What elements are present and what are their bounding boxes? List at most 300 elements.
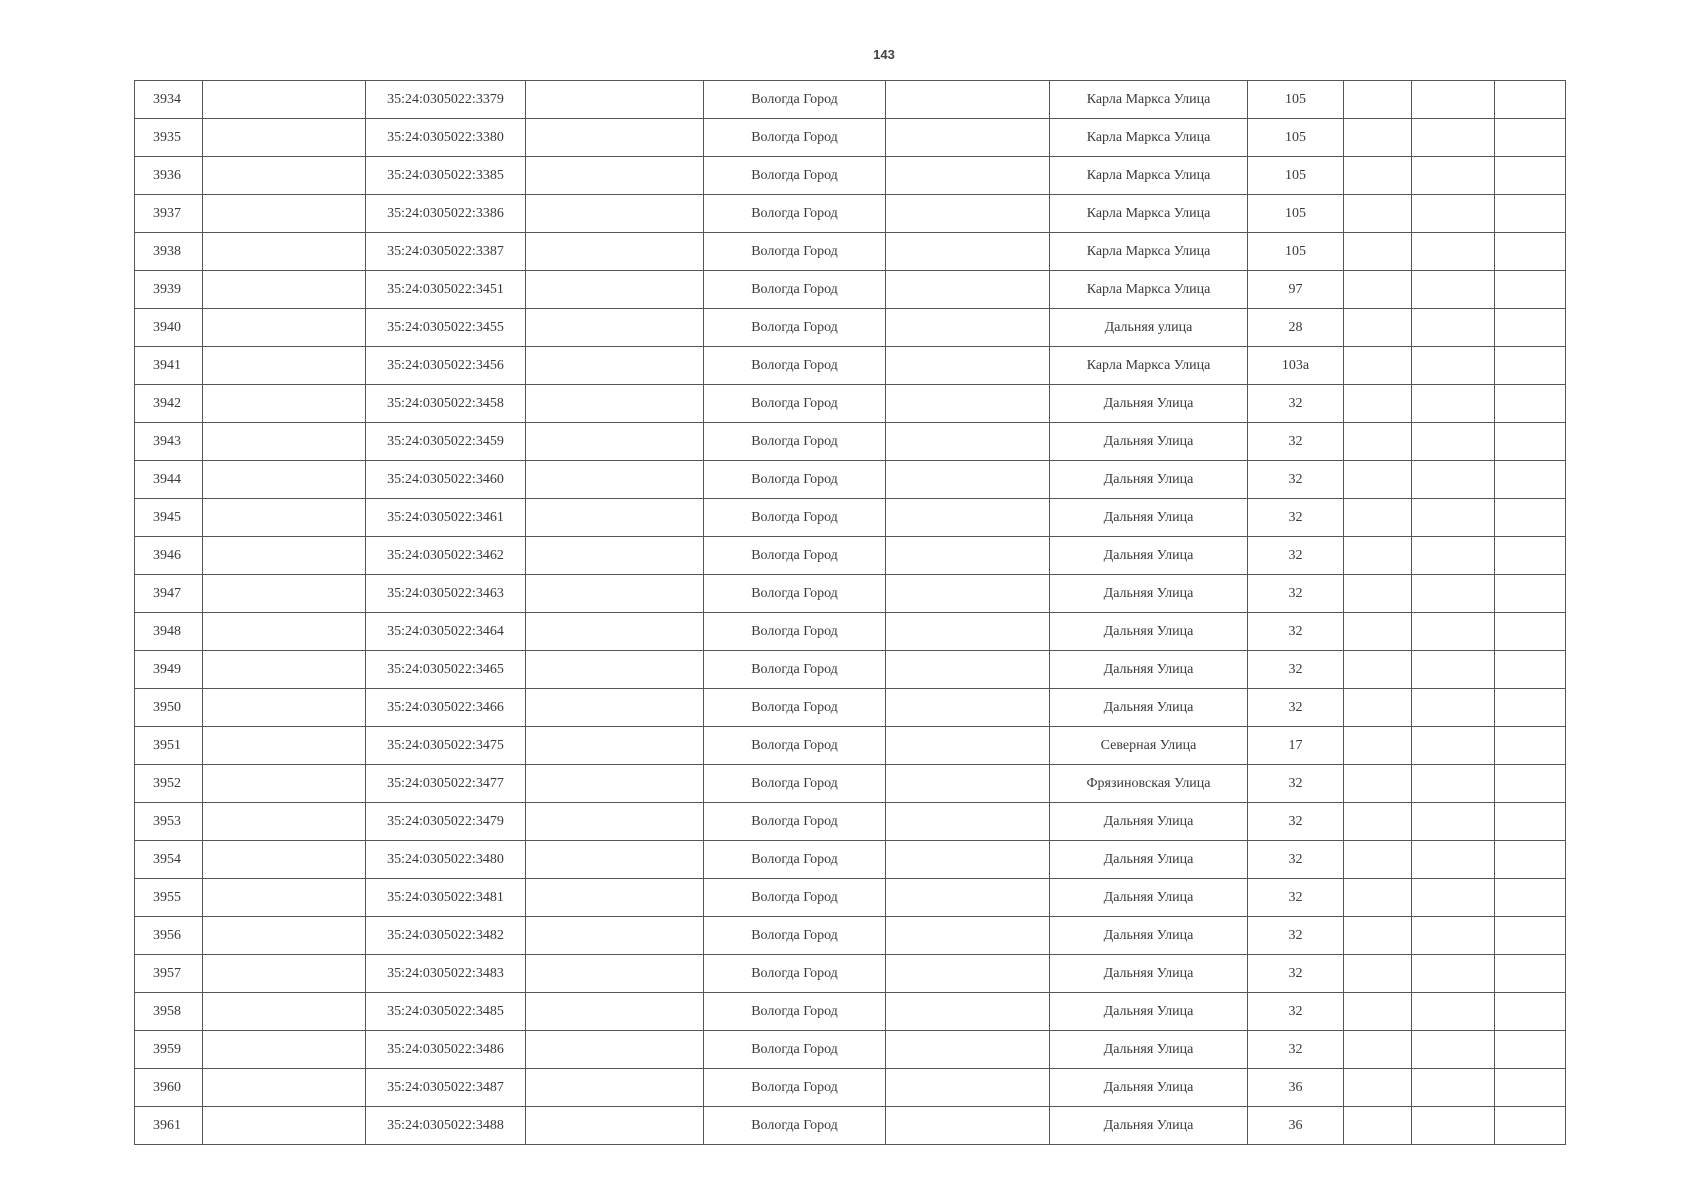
house-number-cell: 28 (1248, 309, 1344, 347)
empty-cell (1344, 993, 1412, 1031)
row-number-cell: 3939 (135, 271, 203, 309)
empty-cell (1495, 727, 1566, 765)
street-cell: Дальняя Улица (1050, 689, 1248, 727)
street-cell: Карла Маркса Улица (1050, 271, 1248, 309)
empty-cell (1495, 575, 1566, 613)
empty-cell (886, 309, 1050, 347)
row-number-cell: 3949 (135, 651, 203, 689)
empty-cell (1344, 309, 1412, 347)
street-cell: Карла Маркса Улица (1050, 233, 1248, 271)
empty-cell (1412, 841, 1495, 879)
empty-cell (1344, 499, 1412, 537)
city-cell: Вологда Город (704, 195, 886, 233)
table-row (135, 309, 1566, 347)
empty-cell (886, 385, 1050, 423)
empty-cell (526, 879, 704, 917)
table-row (135, 993, 1566, 1031)
row-number-cell: 3947 (135, 575, 203, 613)
empty-cell (526, 993, 704, 1031)
cadastral-number-cell: 35:24:0305022:3482 (366, 917, 526, 955)
street-cell: Карла Маркса Улица (1050, 119, 1248, 157)
empty-cell (1412, 803, 1495, 841)
empty-cell (1412, 233, 1495, 271)
empty-cell (1344, 537, 1412, 575)
empty-cell (1412, 575, 1495, 613)
empty-cell (1412, 81, 1495, 119)
city-cell: Вологда Город (704, 1031, 886, 1069)
city-cell: Вологда Город (704, 955, 886, 993)
house-number-cell: 105 (1248, 195, 1344, 233)
empty-cell (1495, 879, 1566, 917)
street-cell: Дальняя Улица (1050, 537, 1248, 575)
cadastral-number-cell: 35:24:0305022:3451 (366, 271, 526, 309)
empty-cell (1344, 461, 1412, 499)
table-row (135, 423, 1566, 461)
empty-cell (886, 119, 1050, 157)
empty-cell (1495, 271, 1566, 309)
empty-cell (1495, 803, 1566, 841)
empty-cell (886, 727, 1050, 765)
empty-cell (1495, 347, 1566, 385)
empty-cell (1495, 1107, 1566, 1145)
empty-cell (1495, 81, 1566, 119)
table-row (135, 271, 1566, 309)
city-cell: Вологда Город (704, 689, 886, 727)
city-cell: Вологда Город (704, 537, 886, 575)
house-number-cell: 105 (1248, 81, 1344, 119)
cadastral-number-cell: 35:24:0305022:3488 (366, 1107, 526, 1145)
empty-cell (526, 841, 704, 879)
empty-cell (526, 575, 704, 613)
empty-cell (1412, 461, 1495, 499)
empty-cell (203, 423, 366, 461)
empty-cell (203, 271, 366, 309)
row-number-cell: 3961 (135, 1107, 203, 1145)
house-number-cell: 105 (1248, 233, 1344, 271)
empty-cell (1412, 917, 1495, 955)
row-number-cell: 3937 (135, 195, 203, 233)
row-number-cell: 3953 (135, 803, 203, 841)
house-number-cell: 97 (1248, 271, 1344, 309)
table-row (135, 1031, 1566, 1069)
city-cell: Вологда Город (704, 499, 886, 537)
street-cell: Дальняя Улица (1050, 841, 1248, 879)
empty-cell (1495, 157, 1566, 195)
empty-cell (526, 271, 704, 309)
empty-cell (203, 917, 366, 955)
row-number-cell: 3944 (135, 461, 203, 499)
empty-cell (526, 233, 704, 271)
street-cell: Дальняя Улица (1050, 385, 1248, 423)
city-cell: Вологда Город (704, 917, 886, 955)
city-cell: Вологда Город (704, 993, 886, 1031)
empty-cell (203, 347, 366, 385)
house-number-cell: 105 (1248, 157, 1344, 195)
empty-cell (1344, 1069, 1412, 1107)
house-number-cell: 32 (1248, 575, 1344, 613)
city-cell: Вологда Город (704, 1069, 886, 1107)
empty-cell (1344, 841, 1412, 879)
row-number-cell: 3960 (135, 1069, 203, 1107)
table-row (135, 803, 1566, 841)
empty-cell (886, 81, 1050, 119)
empty-cell (203, 993, 366, 1031)
cadastral-number-cell: 35:24:0305022:3477 (366, 765, 526, 803)
empty-cell (526, 537, 704, 575)
cadastral-number-cell: 35:24:0305022:3462 (366, 537, 526, 575)
table-row (135, 499, 1566, 537)
empty-cell (203, 385, 366, 423)
table-row (135, 537, 1566, 575)
city-cell: Вологда Город (704, 1107, 886, 1145)
cadastral-number-cell: 35:24:0305022:3487 (366, 1069, 526, 1107)
empty-cell (203, 727, 366, 765)
empty-cell (203, 195, 366, 233)
cadastral-number-cell: 35:24:0305022:3387 (366, 233, 526, 271)
row-number-cell: 3956 (135, 917, 203, 955)
city-cell: Вологда Город (704, 841, 886, 879)
empty-cell (1344, 917, 1412, 955)
empty-cell (1495, 385, 1566, 423)
empty-cell (526, 347, 704, 385)
cadastral-number-cell: 35:24:0305022:3481 (366, 879, 526, 917)
empty-cell (1344, 651, 1412, 689)
city-cell: Вологда Город (704, 347, 886, 385)
empty-cell (203, 689, 366, 727)
empty-cell (1412, 689, 1495, 727)
table-row (135, 765, 1566, 803)
empty-cell (1344, 613, 1412, 651)
empty-cell (1495, 765, 1566, 803)
house-number-cell: 36 (1248, 1069, 1344, 1107)
empty-cell (1344, 119, 1412, 157)
table-row (135, 157, 1566, 195)
empty-cell (526, 309, 704, 347)
empty-cell (203, 575, 366, 613)
empty-cell (1495, 689, 1566, 727)
empty-cell (203, 1107, 366, 1145)
row-number-cell: 3951 (135, 727, 203, 765)
empty-cell (886, 993, 1050, 1031)
empty-cell (886, 461, 1050, 499)
empty-cell (1344, 81, 1412, 119)
row-number-cell: 3942 (135, 385, 203, 423)
cadastral-number-cell: 35:24:0305022:3479 (366, 803, 526, 841)
empty-cell (526, 81, 704, 119)
empty-cell (1412, 1069, 1495, 1107)
empty-cell (526, 195, 704, 233)
house-number-cell: 32 (1248, 423, 1344, 461)
empty-cell (886, 689, 1050, 727)
empty-cell (1412, 195, 1495, 233)
street-cell: Дальняя улица (1050, 309, 1248, 347)
house-number-cell: 32 (1248, 689, 1344, 727)
street-cell: Дальняя Улица (1050, 993, 1248, 1031)
empty-cell (1412, 765, 1495, 803)
table-row (135, 119, 1566, 157)
street-cell: Дальняя Улица (1050, 499, 1248, 537)
empty-cell (526, 499, 704, 537)
cadastral-number-cell: 35:24:0305022:3463 (366, 575, 526, 613)
empty-cell (203, 841, 366, 879)
cadastral-number-cell: 35:24:0305022:3460 (366, 461, 526, 499)
empty-cell (203, 119, 366, 157)
cadastral-number-cell: 35:24:0305022:3485 (366, 993, 526, 1031)
empty-cell (1495, 233, 1566, 271)
empty-cell (203, 499, 366, 537)
empty-cell (886, 613, 1050, 651)
cadastral-number-cell: 35:24:0305022:3385 (366, 157, 526, 195)
street-cell: Дальняя Улица (1050, 461, 1248, 499)
empty-cell (1412, 651, 1495, 689)
empty-cell (203, 233, 366, 271)
empty-cell (526, 613, 704, 651)
empty-cell (1344, 271, 1412, 309)
table-row (135, 841, 1566, 879)
empty-cell (886, 651, 1050, 689)
house-number-cell: 32 (1248, 461, 1344, 499)
street-cell: Дальняя Улица (1050, 1107, 1248, 1145)
table-body (135, 81, 1566, 1145)
empty-cell (886, 955, 1050, 993)
empty-cell (1412, 955, 1495, 993)
empty-cell (886, 347, 1050, 385)
row-number-cell: 3936 (135, 157, 203, 195)
city-cell: Вологда Город (704, 271, 886, 309)
empty-cell (526, 651, 704, 689)
city-cell: Вологда Город (704, 613, 886, 651)
street-cell: Дальняя Улица (1050, 917, 1248, 955)
empty-cell (1412, 423, 1495, 461)
city-cell: Вологда Город (704, 575, 886, 613)
house-number-cell: 32 (1248, 879, 1344, 917)
empty-cell (1495, 537, 1566, 575)
table-row (135, 917, 1566, 955)
cadastral-number-cell: 35:24:0305022:3475 (366, 727, 526, 765)
empty-cell (1412, 271, 1495, 309)
city-cell: Вологда Город (704, 461, 886, 499)
street-cell: Дальняя Улица (1050, 423, 1248, 461)
empty-cell (1495, 195, 1566, 233)
city-cell: Вологда Город (704, 651, 886, 689)
row-number-cell: 3958 (135, 993, 203, 1031)
empty-cell (886, 575, 1050, 613)
cadastral-number-cell: 35:24:0305022:3464 (366, 613, 526, 651)
empty-cell (1495, 499, 1566, 537)
table-row (135, 575, 1566, 613)
empty-cell (526, 385, 704, 423)
cadastral-number-cell: 35:24:0305022:3480 (366, 841, 526, 879)
table-row (135, 347, 1566, 385)
empty-cell (203, 309, 366, 347)
street-cell: Карла Маркса Улица (1050, 157, 1248, 195)
empty-cell (1412, 309, 1495, 347)
house-number-cell: 32 (1248, 385, 1344, 423)
row-number-cell: 3934 (135, 81, 203, 119)
empty-cell (1412, 993, 1495, 1031)
empty-cell (1495, 1031, 1566, 1069)
empty-cell (1344, 765, 1412, 803)
cadastral-number-cell: 35:24:0305022:3455 (366, 309, 526, 347)
row-number-cell: 3941 (135, 347, 203, 385)
empty-cell (1412, 157, 1495, 195)
empty-cell (886, 195, 1050, 233)
city-cell: Вологда Город (704, 119, 886, 157)
row-number-cell: 3946 (135, 537, 203, 575)
table-row (135, 1107, 1566, 1145)
empty-cell (203, 157, 366, 195)
empty-cell (1412, 347, 1495, 385)
city-cell: Вологда Город (704, 879, 886, 917)
city-cell: Вологда Город (704, 803, 886, 841)
empty-cell (1344, 347, 1412, 385)
empty-cell (526, 1031, 704, 1069)
empty-cell (203, 1031, 366, 1069)
empty-cell (886, 1069, 1050, 1107)
table-row (135, 727, 1566, 765)
row-number-cell: 3940 (135, 309, 203, 347)
cadastral-number-cell: 35:24:0305022:3379 (366, 81, 526, 119)
empty-cell (886, 1031, 1050, 1069)
empty-cell (886, 233, 1050, 271)
empty-cell (1344, 803, 1412, 841)
empty-cell (203, 955, 366, 993)
empty-cell (1495, 651, 1566, 689)
empty-cell (886, 765, 1050, 803)
city-cell: Вологда Город (704, 157, 886, 195)
empty-cell (526, 765, 704, 803)
house-number-cell: 32 (1248, 917, 1344, 955)
empty-cell (1344, 195, 1412, 233)
table-row (135, 461, 1566, 499)
empty-cell (886, 841, 1050, 879)
cadastral-number-cell: 35:24:0305022:3456 (366, 347, 526, 385)
street-cell: Дальняя Улица (1050, 651, 1248, 689)
empty-cell (203, 879, 366, 917)
empty-cell (886, 157, 1050, 195)
empty-cell (1412, 879, 1495, 917)
empty-cell (1412, 537, 1495, 575)
empty-cell (1344, 689, 1412, 727)
cadastral-number-cell: 35:24:0305022:3380 (366, 119, 526, 157)
city-cell: Вологда Город (704, 765, 886, 803)
street-cell: Дальняя Улица (1050, 613, 1248, 651)
empty-cell (886, 423, 1050, 461)
city-cell: Вологда Город (704, 385, 886, 423)
street-cell: Фрязиновская Улица (1050, 765, 1248, 803)
table-row (135, 233, 1566, 271)
empty-cell (1412, 1031, 1495, 1069)
empty-cell (526, 917, 704, 955)
empty-cell (1344, 385, 1412, 423)
street-cell: Дальняя Улица (1050, 1069, 1248, 1107)
empty-cell (886, 879, 1050, 917)
empty-cell (526, 1107, 704, 1145)
empty-cell (526, 1069, 704, 1107)
empty-cell (1344, 575, 1412, 613)
street-cell: Дальняя Улица (1050, 879, 1248, 917)
street-cell: Карла Маркса Улица (1050, 195, 1248, 233)
empty-cell (203, 803, 366, 841)
empty-cell (203, 461, 366, 499)
house-number-cell: 105 (1248, 119, 1344, 157)
row-number-cell: 3948 (135, 613, 203, 651)
row-number-cell: 3938 (135, 233, 203, 271)
street-cell: Дальняя Улица (1050, 955, 1248, 993)
house-number-cell: 32 (1248, 537, 1344, 575)
house-number-cell: 32 (1248, 765, 1344, 803)
empty-cell (203, 1069, 366, 1107)
empty-cell (886, 803, 1050, 841)
page-number: 143 (873, 47, 895, 62)
row-number-cell: 3943 (135, 423, 203, 461)
empty-cell (1412, 385, 1495, 423)
empty-cell (203, 765, 366, 803)
row-number-cell: 3955 (135, 879, 203, 917)
empty-cell (526, 119, 704, 157)
house-number-cell: 32 (1248, 841, 1344, 879)
row-number-cell: 3945 (135, 499, 203, 537)
empty-cell (526, 727, 704, 765)
empty-cell (1495, 119, 1566, 157)
empty-cell (1412, 1107, 1495, 1145)
empty-cell (203, 651, 366, 689)
table-row (135, 81, 1566, 119)
empty-cell (886, 1107, 1050, 1145)
house-number-cell: 32 (1248, 955, 1344, 993)
row-number-cell: 3959 (135, 1031, 203, 1069)
empty-cell (1495, 917, 1566, 955)
house-number-cell: 32 (1248, 803, 1344, 841)
row-number-cell: 3935 (135, 119, 203, 157)
city-cell: Вологда Город (704, 727, 886, 765)
empty-cell (1344, 423, 1412, 461)
cadastral-number-cell: 35:24:0305022:3458 (366, 385, 526, 423)
empty-cell (886, 537, 1050, 575)
table-row (135, 879, 1566, 917)
row-number-cell: 3957 (135, 955, 203, 993)
row-number-cell: 3952 (135, 765, 203, 803)
empty-cell (886, 499, 1050, 537)
house-number-cell: 32 (1248, 1031, 1344, 1069)
empty-cell (1344, 955, 1412, 993)
table-row (135, 1069, 1566, 1107)
street-cell: Карла Маркса Улица (1050, 81, 1248, 119)
empty-cell (1495, 613, 1566, 651)
table-row (135, 385, 1566, 423)
empty-cell (1495, 955, 1566, 993)
table-row (135, 613, 1566, 651)
house-number-cell: 36 (1248, 1107, 1344, 1145)
empty-cell (1344, 1107, 1412, 1145)
street-cell: Дальняя Улица (1050, 1031, 1248, 1069)
house-number-cell: 32 (1248, 993, 1344, 1031)
house-number-cell: 32 (1248, 499, 1344, 537)
empty-cell (1495, 993, 1566, 1031)
empty-cell (1495, 461, 1566, 499)
street-cell: Дальняя Улица (1050, 803, 1248, 841)
house-number-cell: 103а (1248, 347, 1344, 385)
cadastral-number-cell: 35:24:0305022:3483 (366, 955, 526, 993)
empty-cell (1344, 879, 1412, 917)
empty-cell (1412, 119, 1495, 157)
street-cell: Дальняя Улица (1050, 575, 1248, 613)
table-row (135, 195, 1566, 233)
house-number-cell: 32 (1248, 651, 1344, 689)
empty-cell (526, 423, 704, 461)
city-cell: Вологда Город (704, 423, 886, 461)
empty-cell (526, 461, 704, 499)
